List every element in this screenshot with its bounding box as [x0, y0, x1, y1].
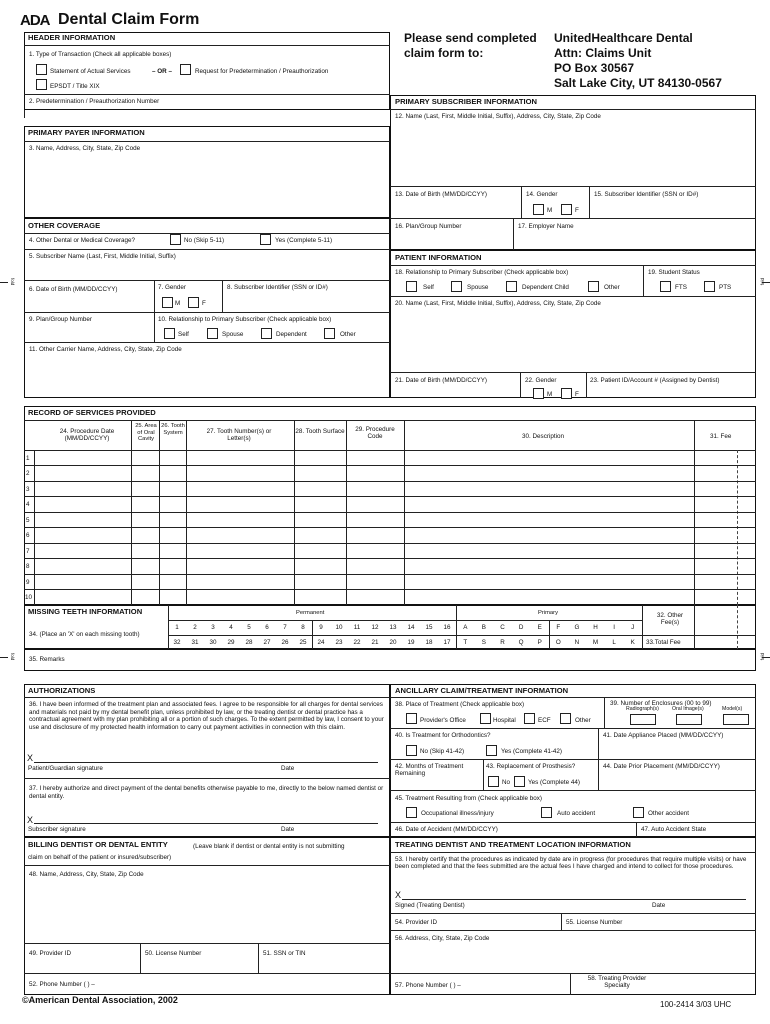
tooth-number[interactable]: 2	[193, 624, 197, 631]
field-43-label: 43. Replacement of Prosthesis?	[486, 763, 576, 770]
form-title: Dental Claim Form	[58, 11, 200, 28]
tooth-number[interactable]: 4	[229, 624, 233, 631]
field-58-label: 58. Treating Provider Specialty	[587, 975, 647, 989]
mailing-address	[554, 31, 722, 91]
auto-accident-checkbox[interactable]	[541, 807, 552, 818]
service-row-number: 9	[26, 579, 30, 586]
field-50-label: 50. License Number	[145, 950, 202, 957]
tooth-number[interactable]: 19	[407, 639, 415, 646]
col-31-header: 31. Fee	[710, 433, 732, 440]
pat-gender-m-label: M	[547, 391, 553, 398]
place-other-label: Other	[575, 717, 591, 724]
rel-self-label: Self	[178, 331, 189, 338]
service-row-number: 8	[26, 563, 30, 570]
tooth-number[interactable]: 22	[353, 639, 361, 646]
billing-note: (Leave blank if dentist or dental entity is not submitting	[193, 843, 345, 850]
tooth-number[interactable]: 11	[353, 624, 361, 631]
pat-gender-f-label: F	[575, 391, 579, 398]
fts-checkbox[interactable]	[660, 281, 671, 292]
treating-signature-label: Signed (Treating Dentist)	[395, 902, 465, 909]
tooth-number[interactable]: 26	[281, 639, 289, 646]
primary-payer-title: PRIMARY PAYER INFORMATION	[28, 128, 145, 137]
billing-dentist-title: BILLING DENTIST OR DENTAL ENTITY	[28, 840, 168, 849]
field-38-label: 38. Place of Treatment (Check applicable box)	[395, 701, 525, 708]
field-8-label: 8. Subscriber Identifier (SSN or ID#)	[227, 284, 328, 291]
field-53-text: 53. I hereby certify that the procedures as indicated by date are in progress (for procedures that require multiple visits) or have been completed and that the fees submitted are the actual fees I have charged and intend to collect for those procedures.	[395, 856, 747, 871]
actual-services-checkbox[interactable]	[36, 64, 47, 75]
place-other-checkbox[interactable]	[560, 713, 571, 724]
occupational-label: Occupational illness/injury	[421, 810, 494, 817]
tooth-number[interactable]: 17	[443, 639, 451, 646]
ancillary-title: ANCILLARY CLAIM/TREATMENT INFORMATION	[395, 686, 569, 695]
field-54-label: 54. Provider ID	[395, 919, 437, 926]
fold-marker-right: fold	[760, 277, 766, 286]
field-7-label: 7. Gender	[158, 284, 187, 291]
tooth-number[interactable]: Q	[518, 639, 524, 646]
prosthesis-yes-label: Yes (Complete 44)	[528, 779, 580, 786]
gender-f-label: F	[202, 300, 206, 307]
pat-dependent-checkbox[interactable]	[506, 281, 517, 292]
radiographs-box[interactable]	[630, 714, 656, 725]
field-40-label: 40. Is Treatment for Orthodontics?	[395, 732, 491, 739]
epsdt-checkbox[interactable]	[36, 79, 47, 90]
tooth-number[interactable]: S	[481, 639, 486, 646]
tooth-number[interactable]: P	[537, 639, 542, 646]
form-code: 100-2414 3/03 UHC	[660, 1000, 732, 1009]
fold-marker-left: fold	[10, 652, 16, 661]
rel-self-checkbox[interactable]	[164, 328, 175, 339]
field-23-label: 23. Patient ID/Account # (Assigned by Dentist)	[590, 377, 720, 384]
treating-date-label: Date	[652, 902, 666, 909]
billing-note-2: claim on behalf of the patient or insured/subscriber)	[28, 854, 172, 861]
place-office-checkbox[interactable]	[406, 713, 417, 724]
tooth-number[interactable]: M	[592, 639, 599, 646]
gender-f-checkbox[interactable]	[188, 297, 199, 308]
field-49-label: 49. Provider ID	[29, 950, 71, 957]
field-18-label: 18. Relationship to Primary Subscriber (Check applicable box)	[395, 269, 569, 276]
field-17-label: 17. Employer Name	[518, 223, 574, 230]
place-ecf-checkbox[interactable]	[524, 713, 535, 724]
record-of-services-title: RECORD OF SERVICES PROVIDED	[28, 408, 156, 417]
oral-images-label: Oral Image(s)	[672, 706, 704, 712]
field-14-label: 14. Gender	[526, 191, 558, 198]
field-20-label: 20. Name (Last, First, Middle Initial, Suffix), Address, City, State, Zip Code	[395, 300, 601, 307]
col-27-header: 27. Tooth Number(s) or Letter(s)	[206, 428, 272, 443]
tooth-number[interactable]: 15	[425, 624, 433, 631]
ada-logo: ADA	[20, 12, 50, 29]
sub-gender-m-label: M	[547, 207, 553, 214]
tooth-number[interactable]: G	[574, 624, 580, 631]
sub-gender-f-checkbox[interactable]	[561, 204, 572, 215]
tooth-number[interactable]: K	[630, 639, 635, 646]
tooth-number[interactable]: 21	[371, 639, 379, 646]
other-coverage-yes-checkbox[interactable]	[260, 234, 271, 245]
header-information-title: HEADER INFORMATION	[28, 33, 116, 42]
primary-label: Primary	[538, 610, 558, 616]
field-12-label: 12. Name (Last, First, Middle Initial, Suffix), Address, City, State, Zip Code	[395, 113, 601, 120]
field-19-label: 19. Student Status	[648, 269, 700, 276]
send-instructions: Please send completed claim form to:	[404, 31, 537, 60]
x-mark: X	[27, 815, 34, 825]
prosthesis-yes-checkbox[interactable]	[514, 776, 525, 787]
tooth-number[interactable]: 8	[301, 624, 305, 631]
address-line: UnitedHealthcare Dental	[554, 31, 693, 45]
models-label: Model(s)	[722, 706, 743, 712]
tooth-number[interactable]: 10	[335, 624, 343, 631]
field-41-label: 41. Date Appliance Placed (MM/DD/CCYY)	[603, 732, 724, 739]
service-row-number: 5	[26, 517, 30, 524]
predetermination-checkbox[interactable]	[180, 64, 191, 75]
field-22-label: 22. Gender	[525, 377, 557, 384]
field-10-label: 10. Relationship to Primary Subscriber (Check applicable box)	[158, 316, 332, 323]
tooth-number[interactable]: D	[518, 624, 524, 631]
tooth-number[interactable]: J	[631, 624, 635, 631]
field-11-label: 11. Other Carrier Name, Address, City, State, Zip Code	[29, 346, 182, 353]
service-row-number: 7	[26, 548, 30, 555]
tooth-number[interactable]: 30	[209, 639, 217, 646]
field-36-text: 36. I have been informed of the treatment plan and associated fees. I agree to be responsible for all charges for dental services and materials not paid by my dental benefit plan, unless prohibited by law, or the treating dentist or dental practice has a contractual agreement with my plan prohibiting all or a portion of such charges. To the extent permitted by law, I consent to your use and disclosure of my protected health information to carry out payment activities in connection with this claim.	[29, 701, 384, 731]
address-line: Attn: Claims Unit	[554, 46, 652, 60]
epsdt-label: EPSDT / Title XIX	[50, 83, 100, 90]
field-46-label: 46. Date of Accident (MM/DD/CCYY)	[395, 826, 498, 833]
fts-label: FTS	[675, 284, 687, 291]
prosthesis-no-label: No	[502, 779, 511, 786]
field-47-label: 47. Auto Accident State	[641, 826, 707, 833]
service-row-number: 1	[26, 455, 30, 462]
treating-dentist-title: TREATING DENTIST AND TREATMENT LOCATION INFORMATION	[395, 840, 631, 849]
tooth-number[interactable]: I	[613, 624, 615, 631]
service-row-number: 3	[26, 486, 30, 493]
place-office-label: Provider's Office	[420, 717, 466, 724]
primary-payer-section	[24, 126, 390, 218]
sub-gender-m-checkbox[interactable]	[533, 204, 544, 215]
pat-spouse-checkbox[interactable]	[451, 281, 462, 292]
other-coverage-no-label: No (Skip 5-11)	[184, 237, 225, 244]
radiographs-label: Radiograph(s)	[626, 706, 659, 712]
tooth-number[interactable]: 16	[443, 624, 451, 631]
remarks-section	[24, 649, 756, 671]
tooth-number[interactable]: 1	[175, 624, 179, 631]
field-34-label: 34. (Place an 'X' on each missing tooth)	[29, 631, 140, 638]
field-15-label: 15. Subscriber Identifier (SSN or ID#)	[594, 191, 699, 198]
pat-spouse-label: Spouse	[467, 284, 489, 291]
field-42-label: 42. Months of Treatment Remaining	[395, 763, 464, 778]
oral-images-box[interactable]	[676, 714, 702, 725]
rel-other-checkbox[interactable]	[324, 328, 335, 339]
subscriber-signature-label: Subscriber signature	[28, 826, 86, 833]
other-coverage-title: OTHER COVERAGE	[28, 221, 101, 230]
field-52-label: 52. Phone Number ( ) –	[29, 981, 95, 988]
service-row-number: 6	[26, 532, 30, 539]
field-44-label: 44. Date Prior Placement (MM/DD/CCYY)	[603, 763, 720, 770]
rel-spouse-checkbox[interactable]	[207, 328, 218, 339]
tooth-number[interactable]: L	[612, 639, 616, 646]
other-coverage-no-checkbox[interactable]	[170, 234, 181, 245]
field-13-label: 13. Date of Birth (MM/DD/CCYY)	[395, 191, 488, 198]
fold-marker-right: fold	[760, 652, 766, 661]
service-row-number: 10	[25, 594, 33, 601]
models-box[interactable]	[723, 714, 749, 725]
rel-other-label: Other	[340, 331, 356, 338]
col-30-header: 30. Description	[522, 433, 564, 440]
service-row-number: 4	[26, 501, 30, 508]
prosthesis-no-checkbox[interactable]	[488, 776, 499, 787]
service-row-number: 2	[26, 470, 30, 477]
ortho-no-checkbox[interactable]	[406, 745, 417, 756]
field-16-label: 16. Plan/Group Number	[395, 223, 462, 230]
other-accident-checkbox[interactable]	[633, 807, 644, 818]
tooth-number[interactable]: 7	[283, 624, 287, 631]
patient-information-title: PATIENT INFORMATION	[395, 253, 482, 262]
field-48-label: 48. Name, Address, City, State, Zip Code	[29, 871, 144, 878]
tooth-number[interactable]: 28	[245, 639, 253, 646]
tooth-number[interactable]: C	[500, 624, 505, 631]
primary-subscriber-title: PRIMARY SUBSCRIBER INFORMATION	[395, 97, 538, 106]
field-33-label: 33.Total Fee	[646, 639, 681, 646]
place-ecf-label: ECF	[538, 717, 551, 724]
pat-other-checkbox[interactable]	[588, 281, 599, 292]
tooth-number[interactable]: 3	[211, 624, 215, 631]
tooth-number[interactable]: T	[463, 639, 468, 646]
tooth-number[interactable]: H	[593, 624, 598, 631]
other-accident-label: Other accident	[648, 810, 689, 817]
other-coverage-yes-label: Yes (Complete 5-11)	[275, 237, 333, 244]
field-6-label: 6. Date of Birth (MM/DD/CCYY)	[29, 286, 118, 293]
tooth-number[interactable]: 24	[317, 639, 325, 646]
sub-gender-f-label: F	[575, 207, 579, 214]
tooth-number[interactable]: 20	[389, 639, 397, 646]
rel-spouse-label: Spouse	[222, 331, 244, 338]
address-line: Salt Lake City, UT 84130-0567	[554, 76, 722, 90]
col-29-header: 29. Procedure Code	[355, 426, 395, 441]
field-55-label: 55. License Number	[566, 919, 623, 926]
patient-date-label: Date	[281, 765, 295, 772]
tooth-number[interactable]: O	[555, 639, 561, 646]
col-28-header: 28. Tooth Surface	[295, 428, 345, 435]
tooth-number[interactable]: 12	[371, 624, 379, 631]
copyright: ©American Dental Association, 2002	[22, 995, 178, 1005]
tooth-number[interactable]: A	[463, 624, 468, 631]
tooth-number[interactable]: 31	[191, 639, 199, 646]
subscriber-date-label: Date	[281, 826, 295, 833]
field-56-label: 56. Address, City, State, Zip Code	[395, 935, 490, 942]
tooth-number[interactable]: 32	[173, 639, 181, 646]
pts-checkbox[interactable]	[704, 281, 715, 292]
pat-self-checkbox[interactable]	[406, 281, 417, 292]
col-24-header: 24. Procedure Date (MM/DD/CCYY)	[59, 428, 115, 443]
actual-services-label: Statement of Actual Services	[50, 68, 131, 75]
pat-gender-m-checkbox[interactable]	[533, 388, 544, 399]
x-mark: X	[27, 753, 34, 763]
field-32-label: 32. Other Fee(s)	[656, 612, 684, 627]
tooth-number[interactable]: E	[537, 624, 542, 631]
ortho-yes-label: Yes (Complete 41-42)	[501, 748, 563, 755]
pat-gender-f-checkbox[interactable]	[561, 388, 572, 399]
tooth-number[interactable]: R	[500, 639, 505, 646]
field-51-label: 51. SSN or TIN	[263, 950, 306, 957]
field-3-label: 3. Name, Address, City, State, Zip Code	[29, 145, 141, 152]
field-5-label: 5. Subscriber Name (Last, First, Middle Initial, Suffix)	[29, 253, 176, 260]
tooth-number[interactable]: 6	[265, 624, 269, 631]
gender-m-label: M	[175, 300, 181, 307]
field-45-label: 45. Treatment Resulting from (Check applicable box)	[395, 795, 542, 802]
occupational-checkbox[interactable]	[406, 807, 417, 818]
tooth-number[interactable]: 23	[335, 639, 343, 646]
field-39-label: 39. Number of Enclosures (00 to 99)	[610, 700, 712, 707]
missing-teeth-title: MISSING TEETH INFORMATION	[28, 607, 143, 616]
other-coverage-section	[24, 218, 390, 398]
field-2-label: 2. Predetermination / Preauthorization Number	[29, 98, 160, 105]
tooth-number[interactable]: 5	[247, 624, 251, 631]
pat-other-label: Other	[604, 284, 620, 291]
place-hospital-checkbox[interactable]	[480, 713, 491, 724]
col-26-header: 26. Tooth System	[161, 423, 185, 436]
col-25-header: 25. Area of Oral Cavity	[135, 423, 157, 443]
tooth-number[interactable]: 29	[227, 639, 235, 646]
place-hospital-label: Hospital	[493, 717, 516, 724]
field-4-label: 4. Other Dental or Medical Coverage?	[29, 237, 136, 244]
patient-signature-label: Patient/Guardian signature	[28, 765, 103, 772]
fold-marker-left: fold	[10, 277, 16, 286]
permanent-label: Permanent	[296, 610, 325, 616]
rel-dependent-label: Dependent	[276, 331, 307, 338]
tooth-number[interactable]: 27	[263, 639, 271, 646]
field-21-label: 21. Date of Birth (MM/DD/CCYY)	[395, 377, 488, 384]
tooth-number[interactable]: 18	[425, 639, 433, 646]
auto-accident-label: Auto accident	[557, 810, 596, 817]
tooth-number[interactable]: 25	[299, 639, 307, 646]
tooth-number[interactable]: 13	[389, 624, 397, 631]
tooth-number[interactable]: B	[481, 624, 486, 631]
tooth-number[interactable]: 14	[407, 624, 415, 631]
ortho-no-label: No (Skip 41-42)	[420, 748, 465, 755]
or-text: – OR –	[152, 68, 172, 75]
tooth-number[interactable]: F	[556, 624, 561, 631]
ortho-yes-checkbox[interactable]	[486, 745, 497, 756]
gender-m-checkbox[interactable]	[162, 297, 173, 308]
field-9-label: 9. Plan/Group Number	[29, 316, 92, 323]
pts-label: PTS	[719, 284, 732, 291]
tooth-number[interactable]: N	[574, 639, 580, 646]
rel-dependent-checkbox[interactable]	[261, 328, 272, 339]
pat-dependent-label: Dependent Child	[522, 284, 569, 291]
predetermination-label: Request for Predetermination / Preauthorization	[195, 68, 329, 75]
authorizations-title: AUTHORIZATIONS	[28, 686, 96, 695]
field-35-label: 35. Remarks	[29, 656, 65, 663]
field-1-label: 1. Type of Transaction (Check all applicable boxes)	[29, 51, 172, 58]
pat-self-label: Self	[423, 284, 434, 291]
tooth-number[interactable]: 9	[319, 624, 323, 631]
address-line: PO Box 30567	[554, 61, 635, 75]
field-57-label: 57. Phone Number ( ) –	[395, 982, 461, 989]
x-mark: X	[395, 890, 402, 900]
field-37-text: 37. I hereby authorize and direct payment of the dental benefits otherwise payable to me, directly to the below named dentist or dental entity.	[29, 785, 384, 800]
